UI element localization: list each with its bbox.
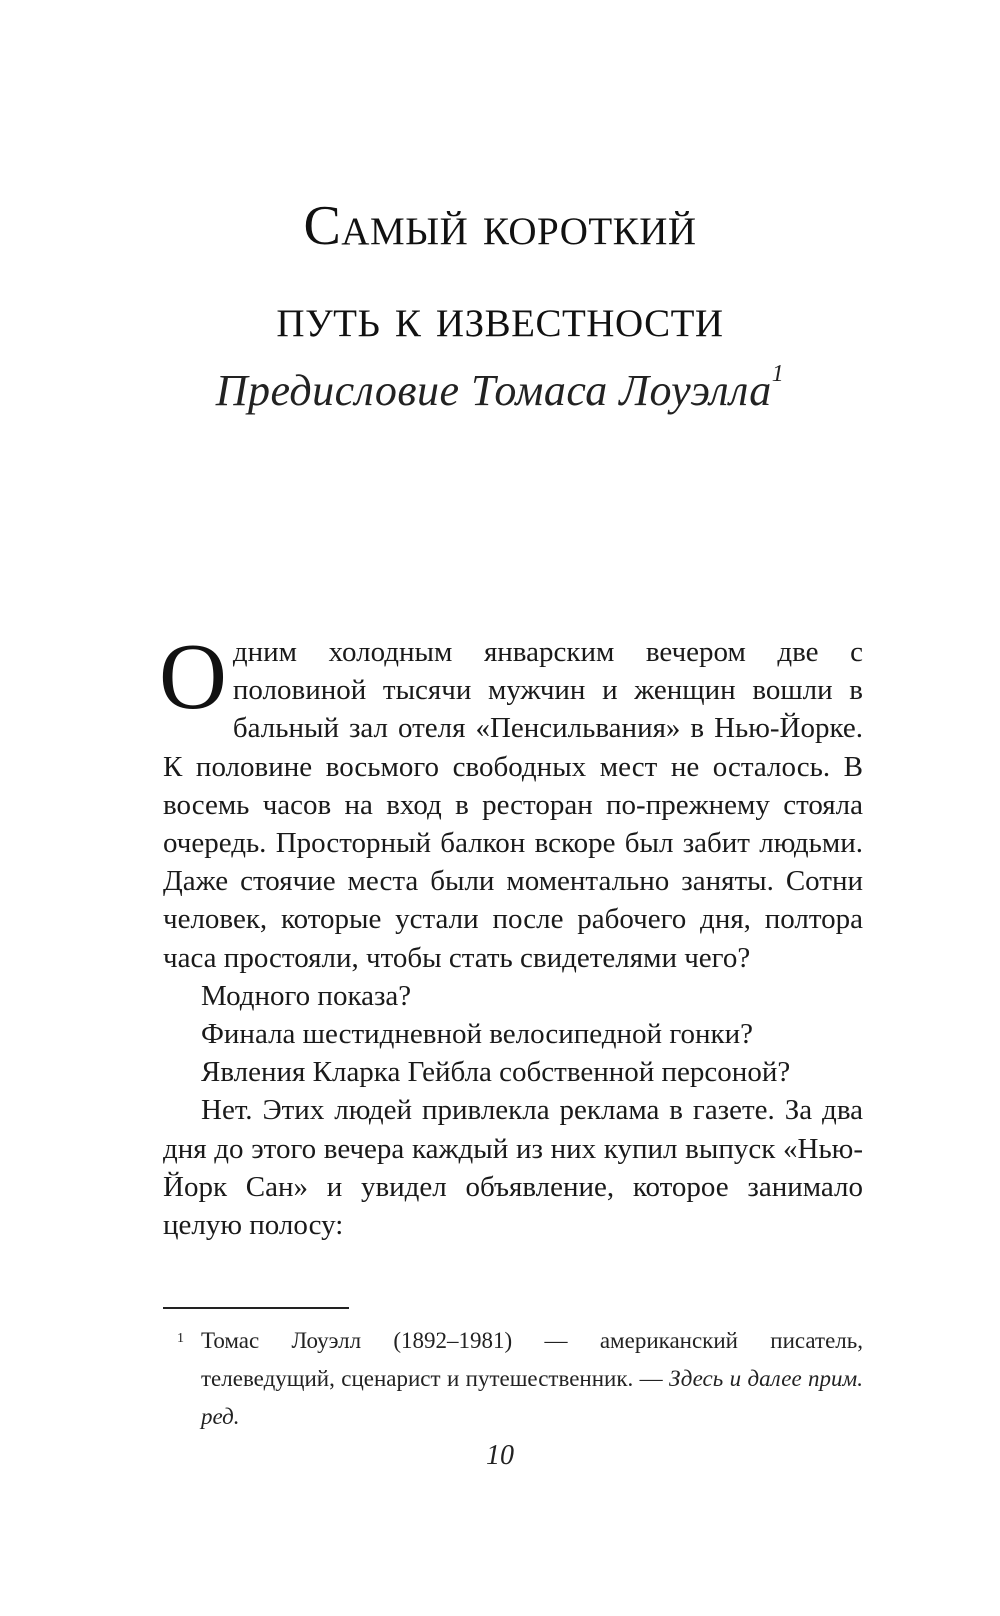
footnote-mark: 1 <box>177 1331 184 1346</box>
paragraph-2: Модного показа? <box>201 979 412 1012</box>
chapter-subtitle <box>0 361 1000 416</box>
chapter-title <box>0 180 1000 364</box>
paragraph-1 <box>159 625 863 977</box>
paragraph-4: Явления Кларка Гейбла собственной персоной? <box>201 1056 791 1089</box>
footnote-editor-note: Здесь и далее прим. ред. <box>201 1366 863 1429</box>
paragraph-3: Финала шестидневной велосипедной гонки? <box>201 1018 753 1051</box>
chapter-title-line-2: путь к известности <box>276 287 724 349</box>
footnote-body: Томас Лоуэлл (1892–1981) — американский писатель, телеведущий, сценарист и путешественник. — <box>201 1328 863 1391</box>
chapter-title-line-1: Самый короткий <box>303 195 697 257</box>
paragraph-5: Нет. Этих людей привлекла реклама в газете. За два дня до этого вечера каждый из них купил выпуск «Нью-Йорк Сан» и увидел объявление, которое занимало целую полосу: <box>163 1094 863 1242</box>
subtitle-text: Предисловие Томаса Лоуэлла <box>215 366 772 415</box>
footnote-text <box>163 1322 863 1436</box>
footnote-reference[interactable]: 1 <box>771 361 785 387</box>
footnote <box>163 1322 863 1436</box>
footnote-divider <box>163 1307 349 1309</box>
page-number: 10 <box>486 1440 514 1471</box>
drop-cap: О <box>159 625 227 729</box>
body-text <box>159 625 863 1244</box>
paragraph-1-text: дним холодным январским вечером две с половиной тысячи мужчин и женщин вошли в бальный зал отеля «Пенсильвания» в Нью-Йорке. К половине восьмого свободных мест не осталось. В восемь часов на вход в ресторан по-прежнему стояла очередь. Просторный балкон вскоре был забит людьми. Даже стоячие места были моментально заняты. Сотни человек, которые устали после рабочего дня, полтора часа простояли, чтобы стать свидетелями чего? <box>163 636 863 974</box>
